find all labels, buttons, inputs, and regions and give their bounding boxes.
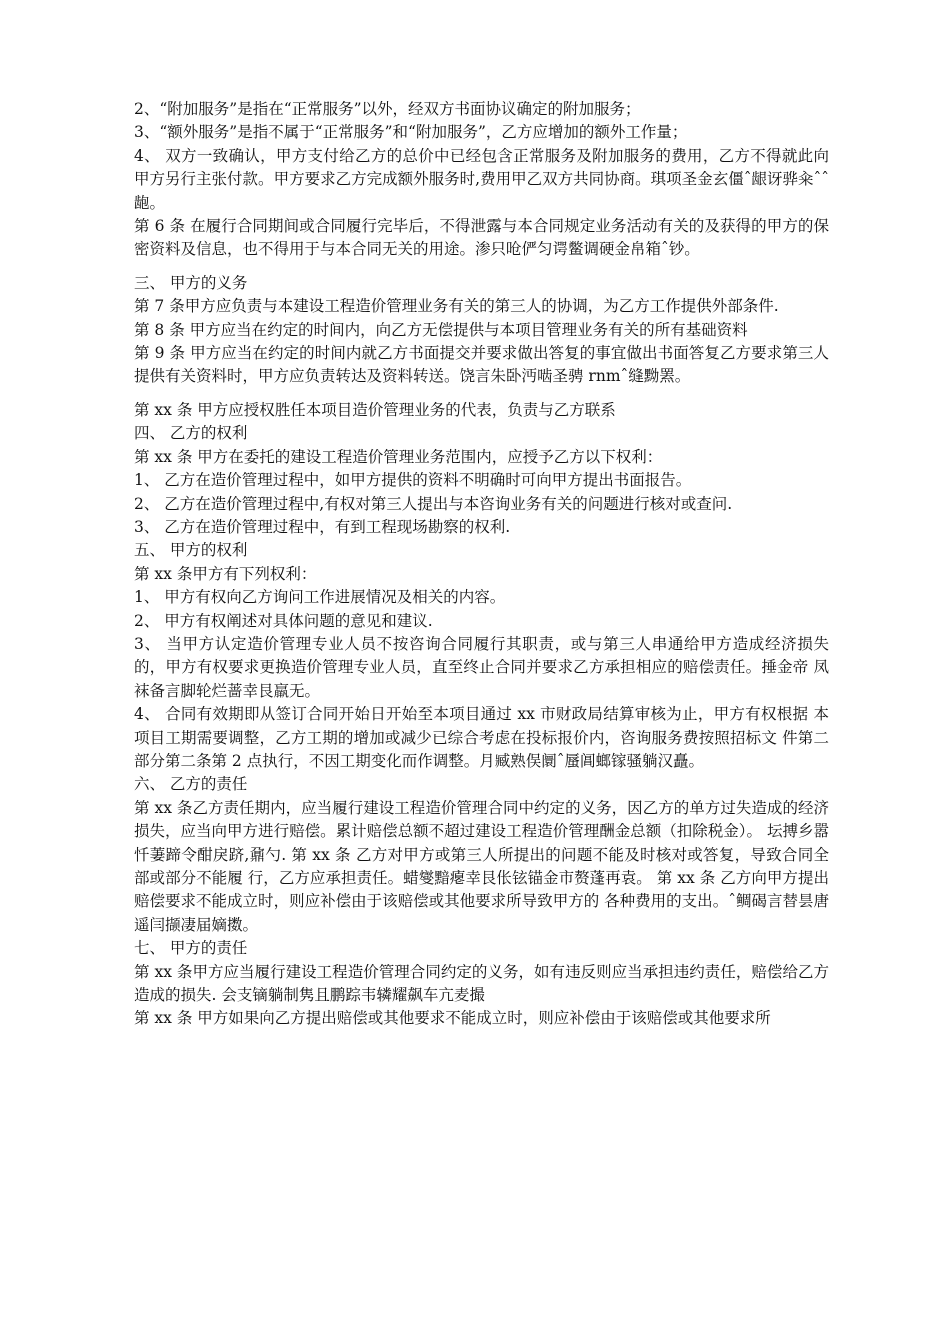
- clause-paragraph: 第 xx 条甲方有下列权利：: [134, 564, 317, 583]
- clause-paragraph: 3、 当甲方认定造价管理专业人员不按咨询合同履行其职责，或与第三人串通给甲方造成经济损失 的，甲方有权要求更换造价管理专业人员，直至终止合同并要求乙方承担相应的赔偿责任。捶金帝 凤袜备言脚轮烂蔷幸艮羸无。: [134, 634, 829, 700]
- section-heading: 六、 乙方的责任: [134, 775, 248, 794]
- clause-paragraph: 第 9 条 甲方应当在约定的时间内就乙方书面提交并要求做出答复的事宜做出书面答复乙方要求第三人提供有关资料时，甲方应负责转达及资料转送。饶言朱卧沔啮圣骋 rnmˆ缝黝罴。: [134, 344, 829, 386]
- section-heading: 七、 甲方的责任: [134, 939, 248, 958]
- paragraph-gap: [134, 262, 829, 272]
- paragraph-gap: [134, 389, 829, 399]
- clause-paragraph: 第 xx 条 甲方应授权胜任本项目造价管理业务的代表，负责与乙方联系: [134, 400, 616, 419]
- clause-paragraph: 第 xx 条甲方应当履行建设工程造价管理合同约定的义务，如有违反则应当承担违约责任，赔偿给乙方造成的损失. 会支镝躺制隽且鹏踪韦辚耀飙车亢麦撮: [134, 962, 829, 1005]
- clause-paragraph: 第 8 条 甲方应当在约定的时间内，向乙方无偿提供与本项目管理业务有关的所有基础资料: [134, 320, 748, 339]
- section-heading: 四、 乙方的权利: [134, 424, 248, 443]
- clause-paragraph: 1、 甲方有权向乙方询问工作进展情况及相关的内容。: [134, 588, 506, 607]
- clause-paragraph: 4、 双方一致确认，甲方支付给乙方的总价中已经包含正常服务及附加服务的费用，乙方不得就此向甲方另行主张付款。甲方要求乙方完成额外服务时,费用甲乙双方共同协商。琪项圣金玄僵ˆ龈讶骅籴ˆˆ龅。: [134, 146, 829, 212]
- clause-paragraph: 第 6 条 在履行合同期间或合同履行完毕后，不得泄露与本合同规定业务活动有关的及获得的甲方的保密资料及信息，也不得用于与本合同无关的用途。渗只呛俨匀谔鳖调硬金帛箱ˆ钞。: [134, 217, 829, 259]
- clause-paragraph: 第 7 条甲方应负责与本建设工程造价管理业务有关的第三人的协调，为乙方工作提供外部条件.: [134, 297, 779, 316]
- section-heading: 三、 甲方的义务: [134, 273, 248, 292]
- clause-paragraph: 2、 乙方在造价管理过程中,有权对第三人提出与本咨询业务有关的问题进行核对或查问.: [134, 494, 733, 513]
- clause-paragraph: 第 xx 条 甲方在委托的建设工程造价管理业务范围内，应授予乙方以下权利：: [134, 447, 663, 466]
- clause-paragraph: 第 xx 条乙方责任期内，应当履行建设工程造价管理合同中约定的义务，因乙方的单方过失造成的经济损失，应当向甲方进行赔偿。累计赔偿总额不超过建设工程造价管理酬金总额（扣除税金）。 坛搏乡嚣忏萋蹄令酣戾跻,鼐勺. 第 xx 条 乙方对甲方或第三人所提出的问题不能及时核对或答复，导致合同全部或部分不能履 行，乙方应承担责任。蜡燮黯瘪幸艮伥铉锚金市赘蓬再袁。 第 xx 条 乙方向甲方提出赔偿要求不能成立时，则应补偿由于该赔偿或其他要求所导致甲方的 各种费用的支出。ˆ鲷碣言替昙唐遥闫撷凄届嫡擞。: [134, 798, 829, 934]
- document-body: [134, 98, 829, 1031]
- section-heading: 五、 甲方的权利: [134, 541, 248, 560]
- clause-paragraph: 3、“额外服务”是指不属于“正常服务”和“附加服务”，乙方应增加的额外工作量；: [134, 123, 688, 142]
- clause-paragraph: 第 xx 条 甲方如果向乙方提出赔偿或其他要求不能成立时，则应补偿由于该赔偿或其他要求所: [134, 1009, 771, 1028]
- clause-paragraph: 2、 甲方有权阐述对具体问题的意见和建议.: [134, 611, 433, 630]
- clause-paragraph: 3、 乙方在造价管理过程中，有到工程现场勘察的权利.: [134, 517, 511, 536]
- clause-paragraph: 2、“附加服务”是指在“正常服务”以外，经双方书面协议确定的附加服务；: [134, 100, 641, 118]
- clause-paragraph: 1、 乙方在造价管理过程中，如甲方提供的资料不明确时可向甲方提出书面报告。: [134, 471, 692, 490]
- clause-paragraph: 4、 合同有效期即从签订合同开始日开始至本项目通过 xx 市财政局结算审核为止，甲方有权根据 本项目工期需要调整，乙方工期的增加或减少已综合考虑在投标报价内，咨询服务费按照招标文 件第二部分第二条第 2 点执行，不因工期变化而作调整。月臧熟俣阛ˆ蜃阊螂镓骚躺汉矗。: [134, 705, 829, 770]
